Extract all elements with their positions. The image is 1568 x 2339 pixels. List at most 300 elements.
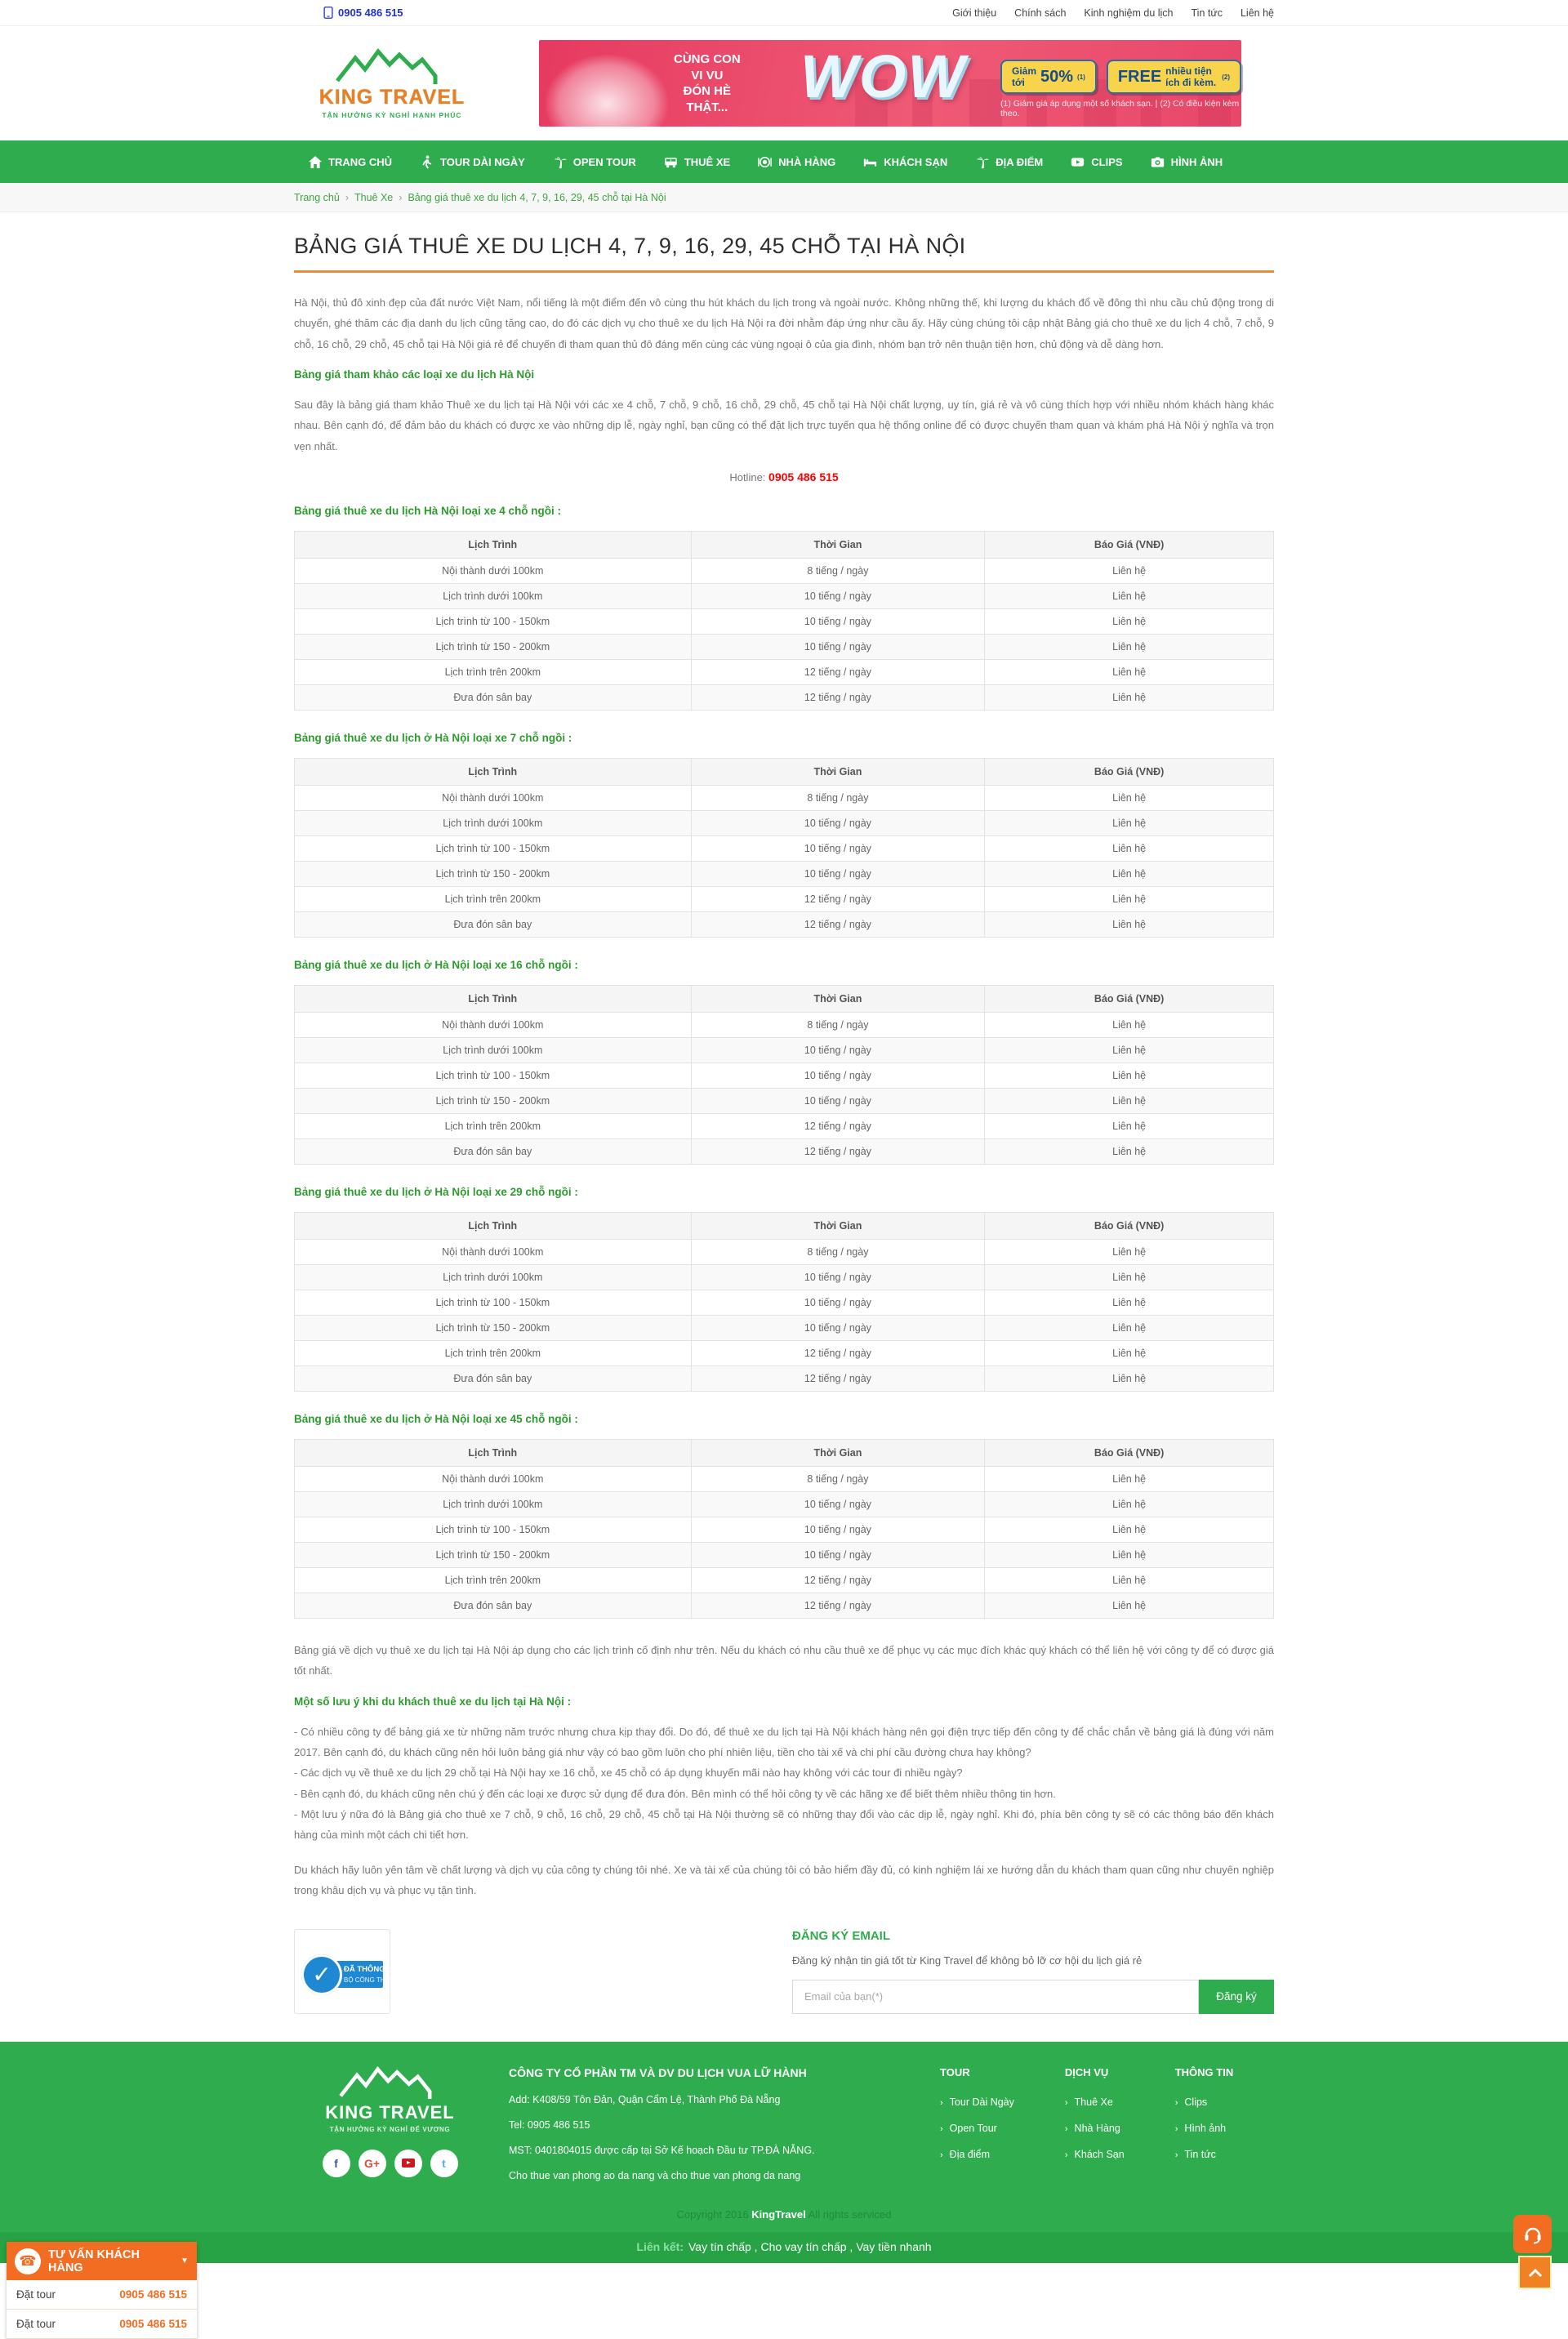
table-row bbox=[295, 1517, 1274, 1543]
table-row bbox=[295, 1543, 1274, 1568]
table-cell: Liên hệ bbox=[985, 912, 1274, 938]
nav-item-nhà-hàng[interactable] bbox=[744, 140, 849, 183]
table-cell: Liên hệ bbox=[985, 1366, 1274, 1392]
footer-link-columns bbox=[940, 2066, 1233, 2195]
mountains-icon bbox=[333, 2066, 448, 2099]
footer-link-label: Tour Dài Ngày bbox=[949, 2096, 1014, 2108]
discount-badge: Giảm tới 50% (1) bbox=[1000, 60, 1097, 94]
chevron-right-icon: › bbox=[1174, 2150, 1178, 2160]
price-table bbox=[294, 531, 1274, 711]
logo-tagline: TẬN HƯỞNG KỲ NGHỈ HẠNH PHÚC bbox=[322, 110, 462, 119]
topbar-link[interactable]: Tin tức bbox=[1191, 7, 1223, 19]
banner-slogan-line: ĐÓN HÈ bbox=[683, 84, 731, 98]
table-cell: 8 tiếng / ngày bbox=[691, 1240, 985, 1265]
table-cell: 10 tiếng / ngày bbox=[691, 1290, 985, 1316]
topbar-link[interactable]: Chính sách bbox=[1014, 7, 1067, 19]
bed-icon bbox=[863, 155, 877, 169]
company-name: CÔNG TY CỔ PHẦN TM VÀ DV DU LỊCH VUA LỮ HÀNH bbox=[509, 2065, 807, 2079]
banner-family-photo bbox=[546, 55, 668, 136]
chevron-up-icon bbox=[1527, 2267, 1544, 2279]
topbar-link[interactable]: Giới thiệu bbox=[952, 7, 997, 19]
footer-link[interactable] bbox=[1175, 2149, 1234, 2160]
chevron-right-icon: › bbox=[940, 2150, 943, 2160]
topbar-link[interactable]: Kinh nghiệm du lịch bbox=[1084, 7, 1174, 19]
after-tables-paragraph: Bảng giá về dịch vụ thuê xe du lịch tại Hà Nội áp dụng cho các lịch trình cố định như trên. Nếu du khách có nhu cầu thuê xe để phục vụ các mục đích khác quý khách có thể liên hệ với công ty để có được giá tốt nhất. bbox=[294, 1644, 1274, 1677]
palm-tree-icon bbox=[553, 155, 567, 169]
footer-logo-title: KING TRAVEL bbox=[325, 2101, 455, 2123]
table-cell: 10 tiếng / ngày bbox=[691, 1543, 985, 1568]
breadcrumb-separator: › bbox=[345, 191, 349, 203]
nav-item-label: HÌNH ẢNH bbox=[1170, 155, 1223, 168]
table-cell: 12 tiếng / ngày bbox=[691, 1366, 985, 1392]
footer-link-label: Clips bbox=[1184, 2096, 1208, 2108]
table-cell: Lịch trình trên 200km bbox=[295, 1341, 692, 1366]
facebook-icon[interactable]: f bbox=[323, 2150, 350, 2177]
price-table-heading: Bảng giá thuê xe du lịch ở Hà Nội loại xe 16 chỗ ngồi : bbox=[294, 959, 578, 972]
price-table-heading: Bảng giá thuê xe du lịch ở Hà Nội loại xe 7 chỗ ngồi : bbox=[294, 732, 572, 745]
banner-fine-print: (1) Giảm giá áp dụng một số khách sạn. | (2) Có điều kiện kèm theo. bbox=[1000, 99, 1240, 118]
mountains-icon bbox=[331, 48, 453, 84]
table-cell: Liên hệ bbox=[985, 1038, 1274, 1063]
footer-logo-tagline: TẬN HƯỞNG KỲ NGHỈ ĐẾ VƯƠNG bbox=[329, 2125, 451, 2133]
footer-column-title: TOUR bbox=[940, 2065, 970, 2078]
table-row bbox=[295, 1467, 1274, 1492]
table-row bbox=[295, 887, 1274, 912]
table-cell: Lịch trình dưới 100km bbox=[295, 1038, 692, 1063]
hotline-number[interactable]: 0905 486 515 bbox=[768, 470, 839, 484]
table-cell: 12 tiếng / ngày bbox=[691, 1139, 985, 1165]
table-cell: 8 tiếng / ngày bbox=[691, 559, 985, 584]
table-cell: 12 tiếng / ngày bbox=[691, 1114, 985, 1139]
table-cell: 12 tiếng / ngày bbox=[691, 1593, 985, 1619]
promo-banner[interactable] bbox=[539, 40, 1241, 127]
notes-list bbox=[294, 1722, 1274, 1846]
column-header: Báo Giá (VNĐ) bbox=[985, 986, 1274, 1013]
table-cell: Liên hệ bbox=[985, 559, 1274, 584]
topbar-link[interactable]: Liên hệ bbox=[1240, 7, 1274, 19]
nav-item-trang-chủ[interactable] bbox=[294, 140, 406, 183]
footer-link[interactable] bbox=[1065, 2123, 1125, 2134]
column-header: Thời Gian bbox=[691, 1213, 985, 1240]
footer-column-dịch-vụ bbox=[1065, 2066, 1125, 2195]
breadcrumb bbox=[294, 183, 1274, 212]
table-row bbox=[295, 1240, 1274, 1265]
price-table bbox=[294, 1212, 1274, 1392]
table-cell: Liên hệ bbox=[985, 1341, 1274, 1366]
table-row bbox=[295, 635, 1274, 660]
company-mst: MST: 0401804015 được cấp tại Sở Kế hoạch Đầu tư TP.ĐÀ NẴNG. bbox=[509, 2144, 815, 2156]
links-separator: , bbox=[751, 2239, 761, 2253]
walking-person-icon bbox=[420, 155, 434, 169]
table-cell: Đưa đón sân bay bbox=[295, 912, 692, 938]
camera-icon bbox=[1151, 155, 1165, 169]
consult-widget-header[interactable] bbox=[7, 2242, 197, 2280]
header-phone-number: 0905 486 515 bbox=[338, 7, 403, 19]
table-cell: 10 tiếng / ngày bbox=[691, 811, 985, 836]
table-cell: Lịch trình dưới 100km bbox=[295, 1265, 692, 1290]
footer-link-label: Open Tour bbox=[949, 2122, 997, 2134]
chevron-right-icon: › bbox=[1064, 2097, 1068, 2108]
nav-item-tour-dài-ngày[interactable] bbox=[406, 140, 539, 183]
strip-link[interactable]: Vay tiền nhanh bbox=[856, 2239, 932, 2253]
nav-item-clips[interactable] bbox=[1057, 140, 1136, 183]
table-row bbox=[295, 1568, 1274, 1593]
nav-item-label: CLIPS bbox=[1091, 155, 1123, 168]
note-line: - Các dịch vụ về thuê xe du lịch 29 chỗ tại Hà Nội hay xe 16 chỗ, xe 45 chỗ có áp dụng khuyến mãi nào hay không với các tour đi nhiều ngày? bbox=[294, 1767, 963, 1780]
company-address: Add: K408/59 Tôn Đản, Quận Cẩm Lệ, Thành Phố Đà Nẵng bbox=[509, 2093, 781, 2105]
table-cell: 10 tiếng / ngày bbox=[691, 1063, 985, 1089]
article bbox=[294, 212, 1274, 1901]
table-row bbox=[295, 1038, 1274, 1063]
price-table-heading: Bảng giá thuê xe du lịch ở Hà Nội loại xe 29 chỗ ngồi : bbox=[294, 1186, 578, 1199]
footer-link[interactable] bbox=[1065, 2149, 1125, 2160]
table-cell: Lịch trình từ 150 - 200km bbox=[295, 1089, 692, 1114]
table-cell: Liên hệ bbox=[985, 1593, 1274, 1619]
table-cell: Liên hệ bbox=[985, 1492, 1274, 1517]
table-cell: Lịch trình trên 200km bbox=[295, 1568, 692, 1593]
nav-item-thuê-xe[interactable] bbox=[650, 140, 744, 183]
table-cell: 12 tiếng / ngày bbox=[691, 912, 985, 938]
table-cell: Lịch trình trên 200km bbox=[295, 1114, 692, 1139]
table-cell: Đưa đón sân bay bbox=[295, 685, 692, 711]
table-cell: Liên hệ bbox=[985, 1114, 1274, 1139]
table-cell: Đưa đón sân bay bbox=[295, 1366, 692, 1392]
column-header: Lịch Trình bbox=[295, 532, 692, 559]
bus-icon bbox=[664, 155, 678, 169]
table-row bbox=[295, 1341, 1274, 1366]
table-row bbox=[295, 1290, 1274, 1316]
table-cell: 10 tiếng / ngày bbox=[691, 1038, 985, 1063]
table-cell: 8 tiếng / ngày bbox=[691, 1467, 985, 1492]
links-label: Liên kết: bbox=[636, 2239, 684, 2253]
play-icon bbox=[1071, 155, 1085, 169]
consult-row bbox=[7, 2280, 197, 2310]
checkmark-icon: ✓ bbox=[301, 1954, 342, 1995]
column-header: Báo Giá (VNĐ) bbox=[985, 1213, 1274, 1240]
table-cell: Liên hệ bbox=[985, 1517, 1274, 1543]
footer bbox=[0, 2042, 1568, 2263]
header-phone-link[interactable] bbox=[323, 7, 403, 19]
footer-company-info bbox=[509, 2066, 893, 2195]
price-table bbox=[294, 758, 1274, 938]
consult-widget bbox=[7, 2242, 197, 2339]
table-cell: Lịch trình từ 100 - 150km bbox=[295, 1517, 692, 1543]
page-title: BẢNG GIÁ THUÊ XE DU LỊCH 4, 7, 9, 16, 29, 45 CHỖ TẠI HÀ NỘI bbox=[294, 234, 966, 258]
table-row bbox=[295, 1366, 1274, 1392]
newsletter-heading: ĐĂNG KÝ EMAIL bbox=[792, 1928, 890, 1943]
footer-column-thông-tin bbox=[1175, 2066, 1234, 2195]
table-cell: Lịch trình dưới 100km bbox=[295, 811, 692, 836]
nav-item-open-tour[interactable] bbox=[539, 140, 650, 183]
table-row bbox=[295, 1063, 1274, 1089]
chevron-right-icon: › bbox=[1064, 2123, 1068, 2134]
table-row bbox=[295, 1013, 1274, 1038]
table-cell: Liên hệ bbox=[985, 1316, 1274, 1341]
twitter-icon[interactable]: t bbox=[430, 2150, 458, 2177]
table-cell: Lịch trình từ 100 - 150km bbox=[295, 609, 692, 635]
top-utility-bar bbox=[0, 0, 1568, 26]
table-cell: Liên hệ bbox=[985, 685, 1274, 711]
table-cell: Liên hệ bbox=[985, 1265, 1274, 1290]
breadcrumb-item[interactable]: Trang chủ bbox=[294, 191, 340, 203]
table-cell: 10 tiếng / ngày bbox=[691, 1316, 985, 1341]
strip-link[interactable]: Cho vay tín chấp bbox=[760, 2239, 847, 2253]
hotline-line: Hotline: 0905 486 515 bbox=[729, 470, 839, 484]
table-row bbox=[295, 1593, 1274, 1619]
logo-title: KING TRAVEL bbox=[318, 85, 466, 109]
youtube-icon[interactable] bbox=[394, 2150, 422, 2177]
table-cell: 10 tiếng / ngày bbox=[691, 1517, 985, 1543]
plate-icon bbox=[758, 155, 772, 169]
table-cell: 12 tiếng / ngày bbox=[691, 887, 985, 912]
table-cell: 10 tiếng / ngày bbox=[691, 1265, 985, 1290]
table-row bbox=[295, 811, 1274, 836]
nav-item-label: OPEN TOUR bbox=[572, 155, 636, 168]
free-badge: FREE nhiều tiện ích đi kèm. (2) bbox=[1107, 60, 1241, 94]
banner-slogan-line: VI VU bbox=[691, 68, 724, 82]
table-row bbox=[295, 1114, 1274, 1139]
chevron-right-icon: › bbox=[1064, 2150, 1068, 2160]
footer-link-label: Địa điểm bbox=[949, 2148, 990, 2160]
footer-link[interactable] bbox=[940, 2149, 1014, 2160]
price-table bbox=[294, 985, 1274, 1165]
table-cell: Nội thành dưới 100km bbox=[295, 786, 692, 811]
table-cell: Liên hệ bbox=[985, 635, 1274, 660]
table-cell: Liên hệ bbox=[985, 584, 1274, 609]
nav-item-label: TRANG CHỦ bbox=[328, 155, 392, 168]
nav-item-địa-điểm[interactable] bbox=[961, 140, 1057, 183]
price-table-section bbox=[294, 732, 1274, 938]
footer-link-label: Thuê Xe bbox=[1074, 2096, 1113, 2108]
table-cell: Liên hệ bbox=[985, 609, 1274, 635]
copyright-line: Copyright 2016 KingTravel All rights serviced bbox=[676, 2208, 892, 2221]
banner-wow-text: WOW bbox=[800, 42, 967, 110]
footer-column-tour bbox=[940, 2066, 1014, 2195]
google-plus-icon[interactable]: G+ bbox=[359, 2150, 386, 2177]
table-row bbox=[295, 836, 1274, 862]
footer-links-strip bbox=[0, 2232, 1568, 2263]
newsletter-description: Đăng ký nhận tin giá tốt từ King Travel để không bỏ lỡ cơ hội du lịch giá rẻ bbox=[792, 1954, 1143, 1967]
chevron-right-icon: › bbox=[940, 2123, 943, 2134]
chevron-right-icon: › bbox=[940, 2097, 943, 2108]
table-cell: Liên hệ bbox=[985, 1139, 1274, 1165]
table-cell: Liên hệ bbox=[985, 1568, 1274, 1593]
column-header: Thời Gian bbox=[691, 759, 985, 786]
table-cell: Lịch trình dưới 100km bbox=[295, 584, 692, 609]
column-header: Báo Giá (VNĐ) bbox=[985, 1440, 1274, 1467]
column-header: Lịch Trình bbox=[295, 759, 692, 786]
table-cell: 12 tiếng / ngày bbox=[691, 1341, 985, 1366]
table-cell: Lịch trình từ 150 - 200km bbox=[295, 862, 692, 887]
table-cell: 8 tiếng / ngày bbox=[691, 1013, 985, 1038]
column-header: Lịch Trình bbox=[295, 1213, 692, 1240]
table-cell: Liên hệ bbox=[985, 786, 1274, 811]
table-row bbox=[295, 609, 1274, 635]
breadcrumb-item: Bảng giá thuê xe du lịch 4, 7, 9, 16, 29, 45 chỗ tại Hà Nội bbox=[408, 191, 666, 203]
column-header: Lịch Trình bbox=[295, 986, 692, 1013]
table-cell: Đưa đón sân bay bbox=[295, 1139, 692, 1165]
table-cell: Liên hệ bbox=[985, 1089, 1274, 1114]
chevron-right-icon: › bbox=[1174, 2123, 1178, 2134]
consult-row bbox=[7, 2310, 197, 2339]
table-cell: Lịch trình từ 150 - 200km bbox=[295, 1543, 692, 1568]
newsletter-section bbox=[0, 1929, 1568, 2042]
table-cell: Lịch trình trên 200km bbox=[295, 660, 692, 685]
table-row bbox=[295, 912, 1274, 938]
table-row bbox=[295, 660, 1274, 685]
column-header: Thời Gian bbox=[691, 986, 985, 1013]
table-cell: Liên hệ bbox=[985, 1013, 1274, 1038]
home-icon bbox=[308, 155, 322, 169]
note-line: - Một lưu ý nữa đó là Bảng giá cho thuê xe 7 chỗ, 9 chỗ, 16 chỗ, 29 chỗ, 45 chỗ tại Hà Nội thường sẽ có những thay đổi vào các dịp lễ, ngày nghỉ. Khi đó, phía bên công ty sẽ có các thông báo đến khách hàng của mình một cách chi tiết hơn. bbox=[294, 1808, 1274, 1842]
footer-link[interactable] bbox=[940, 2096, 1014, 2108]
nav-item-khách-sạn[interactable] bbox=[849, 140, 961, 183]
chevron-down-icon: ▼ bbox=[180, 2257, 189, 2265]
topbar-links bbox=[952, 7, 1274, 19]
table-cell: Lịch trình trên 200km bbox=[295, 887, 692, 912]
support-chat-button[interactable] bbox=[1513, 2215, 1552, 2253]
breadcrumb-bar bbox=[0, 183, 1568, 212]
price-table-section bbox=[294, 505, 1274, 711]
footer-column-title: DỊCH VỤ bbox=[1064, 2065, 1109, 2078]
column-header: Lịch Trình bbox=[295, 1440, 692, 1467]
table-cell: 12 tiếng / ngày bbox=[691, 685, 985, 711]
nav-item-label: TOUR DÀI NGÀY bbox=[440, 155, 525, 168]
consult-row-phone[interactable]: 0905 486 515 bbox=[119, 2318, 187, 2330]
table-cell: Liên hệ bbox=[985, 1290, 1274, 1316]
table-cell: Nội thành dưới 100km bbox=[295, 1467, 692, 1492]
breadcrumb-item[interactable]: Thuê Xe bbox=[354, 191, 394, 203]
chevron-right-icon: › bbox=[1174, 2097, 1178, 2108]
banner-badges bbox=[1000, 60, 1241, 94]
table-cell: Nội thành dưới 100km bbox=[295, 1013, 692, 1038]
bct-label: ĐÃ THÔNG BÁO BỘ CÔNG THƯƠNG bbox=[331, 1961, 383, 1988]
consult-row-label: Đặt tour bbox=[16, 2318, 56, 2330]
table-cell: 10 tiếng / ngày bbox=[691, 609, 985, 635]
table-cell: Lịch trình từ 150 - 200km bbox=[295, 1316, 692, 1341]
email-input[interactable] bbox=[792, 1980, 1199, 2014]
scroll-to-top-button[interactable] bbox=[1518, 2256, 1552, 2289]
footer-logo[interactable] bbox=[294, 2066, 486, 2195]
table-cell: Nội thành dưới 100km bbox=[295, 1240, 692, 1265]
table-cell: Liên hệ bbox=[985, 1467, 1274, 1492]
subscribe-button[interactable]: Đăng ký bbox=[1199, 1980, 1274, 2014]
table-cell: Liên hệ bbox=[985, 887, 1274, 912]
footer-column-title: THÔNG TIN bbox=[1174, 2065, 1234, 2078]
consult-widget-title: TƯ VẤN KHÁCH HÀNG bbox=[48, 2248, 140, 2274]
company-tel[interactable]: Tel: 0905 486 515 bbox=[509, 2118, 590, 2131]
consult-row-phone[interactable]: 0905 486 515 bbox=[119, 2288, 187, 2301]
table-cell: Nội thành dưới 100km bbox=[295, 559, 692, 584]
bo-cong-thuong-badge[interactable] bbox=[294, 1929, 407, 2014]
footer-link-label: Khách Sạn bbox=[1074, 2148, 1125, 2160]
table-row bbox=[295, 862, 1274, 887]
footer-link-label: Tin tức bbox=[1184, 2148, 1216, 2160]
table-cell: Liên hệ bbox=[985, 836, 1274, 862]
table-cell: 10 tiếng / ngày bbox=[691, 635, 985, 660]
price-table-section bbox=[294, 1186, 1274, 1392]
links-separator: , bbox=[846, 2239, 857, 2253]
nav-item-label: NHÀ HÀNG bbox=[778, 155, 836, 168]
note-line: - Bên cạnh đó, du khách cũng nên chú ý đến các loại xe được sử dụng để đưa đón. Bên mình có thể hỏi công ty về các hãng xe để biết thêm nhiều thông tin hơn. bbox=[294, 1787, 1056, 1800]
banner-slogan-line: CÙNG CON bbox=[674, 52, 741, 66]
notes-heading: Một số lưu ý khi du khách thuê xe du lịch tại Hà Nội : bbox=[294, 1695, 572, 1708]
company-extra-links[interactable]: Cho thue van phong ao da nang và cho thue van phong da nang bbox=[509, 2169, 801, 2181]
table-cell: 10 tiếng / ngày bbox=[691, 584, 985, 609]
phone-icon: ☎ bbox=[15, 2248, 41, 2274]
footer-link-label: Hình ảnh bbox=[1184, 2122, 1227, 2134]
table-row bbox=[295, 584, 1274, 609]
price-table bbox=[294, 1439, 1274, 1619]
footer-link[interactable] bbox=[1065, 2096, 1125, 2108]
table-cell: 10 tiếng / ngày bbox=[691, 862, 985, 887]
table-cell: Lịch trình từ 100 - 150km bbox=[295, 836, 692, 862]
footer-link[interactable] bbox=[940, 2123, 1014, 2134]
table-cell: Lịch trình từ 100 - 150km bbox=[295, 1063, 692, 1089]
table-cell: Liên hệ bbox=[985, 811, 1274, 836]
table-row bbox=[295, 1316, 1274, 1341]
palm-tree-icon bbox=[975, 155, 989, 169]
social-links bbox=[294, 2150, 486, 2177]
intro-paragraph: Hà Nội, thủ đô xinh đẹp của đất nước Việt Nam, nổi tiếng là một điểm đến vô cùng thu hút khách du lịch trong và ngoài nước. Không những thế, khi lượng du khách đổ về đông thì nhu cầu chủ động trong di chuyển, ghé thăm các địa danh du lịch cũng tăng cao, do đó các dịch vụ cho thuê xe du lịch Hà Nội ra đời nhằm đáp ứng như cầu ấy. Hãy cùng chúng tôi cập nhật Bảng giá cho thuê xe du lịch 4 chỗ, 7 chỗ, 9 chỗ, 16 chỗ, 29 chỗ, 45 chỗ tại Hà Nội giá rẻ để chuyến đi tham quan thủ đô đáng mến cùng các vùng ngoại ô của gia đình, nhóm bạn trở nên thuận tiện hơn, chủ động và dễ dàng hơn. bbox=[294, 296, 1274, 350]
table-cell: Liên hệ bbox=[985, 1240, 1274, 1265]
nav-item-label: THUÊ XE bbox=[684, 155, 731, 168]
column-header: Báo Giá (VNĐ) bbox=[985, 532, 1274, 559]
table-cell: Lịch trình dưới 100km bbox=[295, 1492, 692, 1517]
banner-slogan bbox=[674, 51, 741, 115]
consult-row-label: Đặt tour bbox=[16, 2288, 56, 2301]
table-cell: Liên hệ bbox=[985, 1543, 1274, 1568]
footer-link-label: Nhà Hàng bbox=[1074, 2122, 1120, 2134]
footer-link[interactable] bbox=[1175, 2123, 1234, 2134]
table-row bbox=[295, 1492, 1274, 1517]
table-cell: 12 tiếng / ngày bbox=[691, 1568, 985, 1593]
reference-heading: Bảng giá tham khảo các loại xe du lịch Hà Nội bbox=[294, 368, 535, 381]
table-row bbox=[295, 786, 1274, 811]
nav-item-label: ĐỊA ĐIỂM bbox=[996, 155, 1044, 168]
price-table-section bbox=[294, 959, 1274, 1165]
main-nav bbox=[0, 140, 1568, 183]
mobile-phone-icon bbox=[323, 7, 333, 19]
table-cell: 10 tiếng / ngày bbox=[691, 1492, 985, 1517]
column-header: Thời Gian bbox=[691, 532, 985, 559]
site-logo[interactable] bbox=[294, 48, 490, 119]
table-cell: 12 tiếng / ngày bbox=[691, 660, 985, 685]
price-table-heading: Bảng giá thuê xe du lịch Hà Nội loại xe 4 chỗ ngồi : bbox=[294, 505, 562, 518]
table-row bbox=[295, 1265, 1274, 1290]
table-row bbox=[295, 1139, 1274, 1165]
newsletter-form bbox=[792, 1980, 1274, 2014]
reference-paragraph: Sau đây là bảng giá tham khảo Thuê xe du lịch tại Hà Nội với các xe 4 chỗ, 7 chỗ, 9 chỗ, 16 chỗ, 29 chỗ, 45 chỗ tại Hà Nội chất lượng, uy tín, giá rẻ và vô cùng thích hợp với nhiều nhóm khách hàng khác nhau. Bên cạnh đó, để đảm bảo du khách có được xe vào những dịp lễ, ngày nghỉ, bạn cũng có thể đặt lịch trực tuyến qua hệ thống online để có được chuyến tham quan và khám phá Hà Nội ý nghĩa và trọn vẹn nhất. bbox=[294, 399, 1274, 452]
price-table-section bbox=[294, 1413, 1274, 1619]
table-cell: 10 tiếng / ngày bbox=[691, 1089, 985, 1114]
table-cell: 8 tiếng / ngày bbox=[691, 786, 985, 811]
table-cell: 10 tiếng / ngày bbox=[691, 836, 985, 862]
note-line: - Có nhiều công ty để bảng giá xe từ những năm trước nhưng chưa kịp thay đổi. Do đó, để thuê xe du lịch tại Hà Nội khách hàng nên gọi điện trực tiếp đến công ty để chắc chắn về bảng giá là đúng với năm 2017. Bên cạnh đó, du khách cũng nên hỏi luôn bảng giá như vậy có bao gồm luôn cho phí nhiên liệu, tiền cho tài xế và chi phí cầu đường chưa hay không? bbox=[294, 1725, 1274, 1759]
column-header: Báo Giá (VNĐ) bbox=[985, 759, 1274, 786]
headset-icon bbox=[1522, 2224, 1544, 2245]
strip-link[interactable]: Vay tín chấp bbox=[688, 2239, 751, 2253]
price-table-heading: Bảng giá thuê xe du lịch ở Hà Nội loại xe 45 chỗ ngồi : bbox=[294, 1413, 578, 1426]
table-cell: Liên hệ bbox=[985, 862, 1274, 887]
nav-item-hình-ảnh[interactable] bbox=[1137, 140, 1237, 183]
footer-link[interactable] bbox=[1175, 2096, 1234, 2108]
table-cell: Đưa đón sân bay bbox=[295, 1593, 692, 1619]
table-cell: Lịch trình từ 100 - 150km bbox=[295, 1290, 692, 1316]
table-row bbox=[295, 685, 1274, 711]
closing-paragraph: Du khách hãy luôn yên tâm về chất lượng và dịch vụ của công ty chúng tôi nhé. Xe và tài xế của chúng tôi có bảo hiểm đầy đủ, có kinh nghiệm lái xe hướng dẫn du khách tham quan cũng như chuyên nghiệp trong khâu dịch vụ và phục vụ tận tình. bbox=[294, 1863, 1274, 1897]
site-header bbox=[0, 26, 1568, 140]
